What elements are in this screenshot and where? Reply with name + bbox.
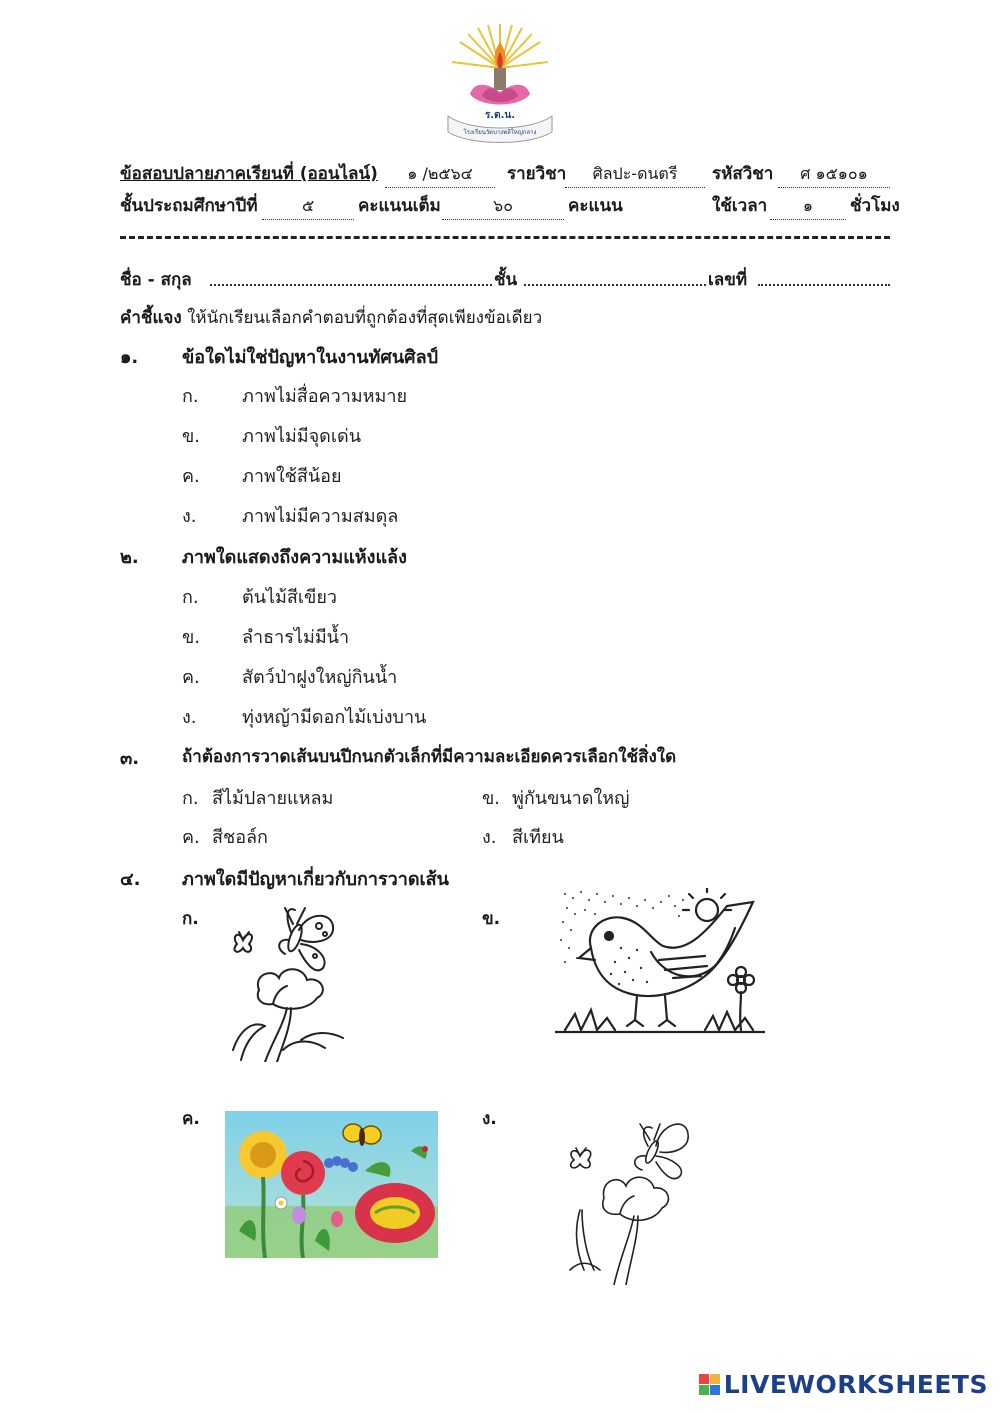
name-field[interactable] [210,284,492,286]
code-label: รหัสวิชา [712,164,774,184]
q1-option-letter: ก. [182,386,199,407]
question-3-text: ถ้าต้องการวาดเส้นบนปีกนกตัวเล็กที่มีความละเอียดควรเลือกใช้สิ่งใด [182,747,677,767]
exam-label: ข้อสอบปลายภาคเรียนที่ (ออนไลน์) [120,164,378,184]
q4-option-a-letter: ก. [182,909,199,929]
instructions-label: คำชี้แจง [120,308,182,328]
q2-option-letter: ง. [182,707,197,728]
time-unit: ชั่วโมง [850,196,900,216]
question-2-text: ภาพใดแสดงถึงความแห้งแล้ง [182,547,407,568]
q4-option-a-image[interactable] [225,900,355,1062]
q3-option-d[interactable]: สีเทียน [512,827,564,848]
question-3-number: ๓. [120,748,140,769]
q2-option-letter: ข. [182,627,201,648]
score-value: ๖๐ [442,194,564,220]
question-1-text: ข้อใดไม่ใช่ปัญหาในงานทัศนศิลป์ [182,347,439,368]
class-field[interactable] [524,284,706,286]
subject-value: ศิลปะ-ดนตรี [565,162,705,188]
emblem-ribbon: โรงเรียนวัดบางพลีใหญ่กลาง [463,129,537,136]
q3-option-c[interactable]: สีชอล์ก [212,827,268,848]
q4-option-b-image[interactable] [555,888,765,1036]
emblem-icon [440,20,560,145]
q2-option-a[interactable]: ต้นไม้สีเขียว [242,587,338,608]
q4-option-c-image[interactable] [225,1111,438,1258]
q4-option-d-letter: ง. [482,1109,497,1129]
instructions-text: ให้นักเรียนเลือกคำตอบที่ถูกต้องที่สุดเพียงข้อเดียว [187,308,543,328]
class-label: ชั้น [494,270,518,290]
q4-option-c-letter: ค. [182,1109,200,1129]
q1-option-d[interactable]: ภาพไม่มีความสมดุล [242,506,399,527]
question-4-text: ภาพใดมีปัญหาเกี่ยวกับการวาดเส้น [182,869,449,890]
q1-option-b[interactable]: ภาพไม่มีจุดเด่น [242,426,362,447]
q1-option-letter: ง. [182,506,197,527]
term-value: ๑ /๒๕๖๔ [385,162,495,188]
q3-option-letter: ง. [482,827,497,848]
q2-option-letter: ก. [182,587,199,608]
q1-option-c[interactable]: ภาพใช้สีน้อย [242,466,342,487]
q2-option-d[interactable]: ทุ่งหญ้ามีดอกไม้เบ่งบาน [242,707,427,728]
q1-option-letter: ค. [182,466,200,487]
q3-option-letter: ค. [182,827,200,848]
score-unit: คะแนน [568,196,623,216]
instructions [120,304,542,331]
code-value: ศ ๑๕๑๐๑ [778,162,890,188]
q3-option-letter: ข. [482,788,501,809]
q1-option-letter: ข. [182,426,201,447]
q4-option-d-image[interactable] [560,1110,700,1285]
q4-option-b-letter: ข. [482,909,501,929]
number-label: เลขที่ [708,270,748,290]
q1-option-a[interactable]: ภาพไม่สื่อความหมาย [242,386,408,407]
brand-text: LIVEWORKSHEETS [723,1370,988,1399]
q3-option-letter: ก. [182,788,199,809]
q3-option-b[interactable]: พู่กันขนาดใหญ่ [512,788,630,809]
question-4-number: ๔. [120,869,141,890]
name-label: ชื่อ - สกุล [120,270,192,290]
emblem-lettering: ร.ต.น. [484,110,516,121]
time-label: ใช้เวลา [712,196,768,216]
subject-label: รายวิชา [507,164,567,184]
score-label: คะแนนเต็ม [358,196,441,216]
q3-option-a[interactable]: สีไม้ปลายแหลม [212,788,334,809]
liveworksheets-brand[interactable] [699,1370,988,1399]
question-1-number: ๑. [120,347,139,368]
q2-option-c[interactable]: สัตว์ป่าฝูงใหญ่กินน้ำ [242,667,398,688]
number-field[interactable] [758,284,890,286]
section-divider [120,236,890,239]
school-logo [440,20,560,145]
q2-option-b[interactable]: ลำธารไม่มีน้ำ [242,627,350,648]
question-2-number: ๒. [120,547,139,568]
grade-label: ชั้นประถมศึกษาปีที่ [120,196,258,216]
time-value: ๑ [770,194,846,220]
q2-option-letter: ค. [182,667,200,688]
grade-value: ๕ [262,194,354,220]
liveworksheets-logo-icon [699,1374,720,1395]
